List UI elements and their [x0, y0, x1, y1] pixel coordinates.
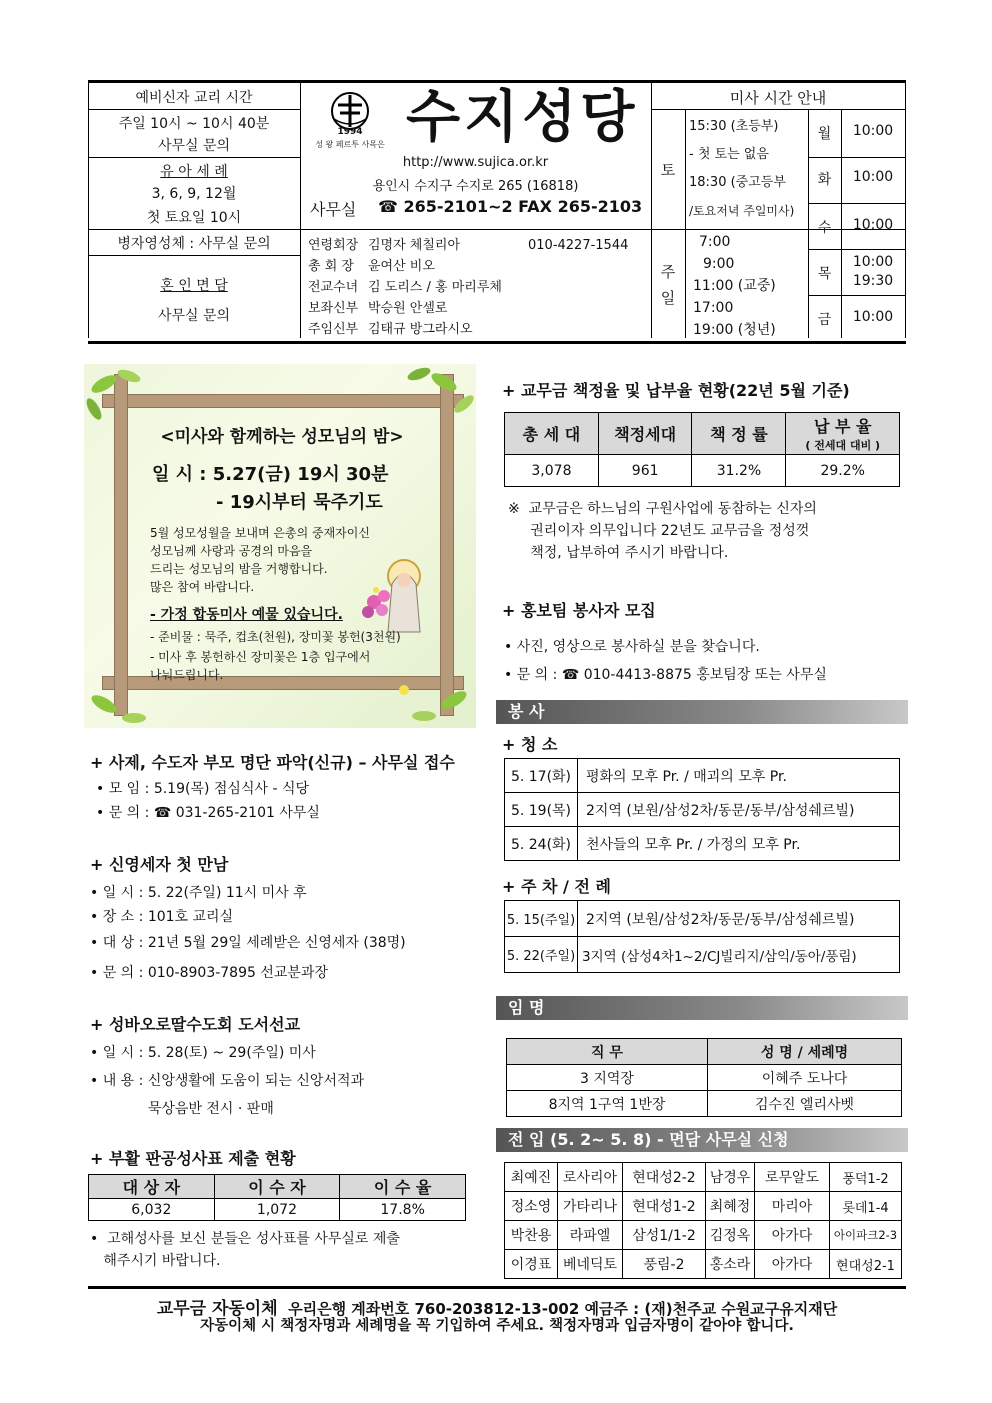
transfer-bar: 전 입 (5. 2~ 5. 8) - 면담 사무실 신청: [496, 1128, 908, 1152]
confession-value: 6,032: [89, 1199, 215, 1221]
sunday-schedule: 7:00 9:00 11:00 (교중) 17:00 19:00 (청년): [693, 234, 776, 338]
transfer-cell: 라파엘: [558, 1221, 623, 1250]
cleaning-desc: 평화의 모후 Pr. / 매괴의 모후 Pr.: [578, 759, 900, 793]
neophyte-title: + 신영세자 첫 만남: [90, 855, 229, 874]
office-phone: ☎ 265-2101~2 FAX 265-2103: [378, 197, 643, 216]
parking-desc: 2지역 (보원/삼성2차/동문/동부/삼성쉐르빌): [578, 901, 900, 937]
weekday-wed-time: 10:00: [852, 217, 894, 233]
appointment-table: [506, 1038, 902, 1117]
sunday-label: 주 일: [660, 263, 676, 307]
transfer-cell: 남경우: [706, 1163, 755, 1192]
service-bar: 봉 사: [496, 700, 908, 724]
cleaning-table: [504, 758, 900, 861]
appointment-header: 성 명 / 세례명: [708, 1039, 902, 1065]
church-name: 수지성당: [406, 85, 639, 150]
weekday-wed: 수: [817, 220, 832, 236]
transfer-cell: 아이파크2-3: [830, 1221, 902, 1250]
appointment-name: 김수진 엘리사벳: [708, 1091, 902, 1117]
staff-row: 전교수녀 김 도리스 / 홍 마리루체: [308, 280, 502, 295]
transfer-cell: 아가다: [755, 1250, 830, 1279]
mass-title: 미사 시간 안내: [729, 89, 827, 107]
confession-table: [88, 1174, 466, 1221]
weekday-fri-time: 10:00: [852, 309, 894, 325]
pauline-item: • 일 시 : 5. 28(토) ~ 29(주일) 미사: [90, 1045, 316, 1061]
catechism-title: 예비신자 교리 시간: [135, 90, 253, 106]
leaf-decoration-icon: [384, 364, 476, 424]
staff-row: 연령회장 김명자 체칠리아 010-4227-1544: [308, 238, 629, 253]
confession-value: 1,072: [214, 1199, 340, 1221]
transfer-cell: 최혜정: [706, 1192, 755, 1221]
dues-header: 납 부 율 ( 전세대 대비 ): [786, 413, 900, 455]
weekday-tue: 화: [817, 172, 832, 188]
weekday-tue-time: 10:00: [852, 169, 894, 185]
cleaning-desc: 2지역 (보원/삼성2차/동문/동부/삼성쉐르빌): [578, 793, 900, 827]
transfer-cell: 롯데1-4: [830, 1192, 902, 1221]
transfer-cell: 현대성2-2: [623, 1163, 706, 1192]
transfer-cell: 현대성2-1: [830, 1250, 902, 1279]
transfer-cell: 가타리나: [558, 1192, 623, 1221]
parking-date: 5. 15(주일): [505, 901, 578, 937]
pr-team-title: + 홍보팀 봉사자 모집: [502, 601, 656, 620]
cleaning-title: + 청 소: [502, 735, 558, 754]
confession-header: 대 상 자: [89, 1175, 215, 1199]
cleaning-date: 5. 17(화): [505, 759, 578, 793]
transfer-cell: 풍림-2: [623, 1250, 706, 1279]
pr-team-item: • 문 의 : ☎ 010-4413-8875 홍보팀장 또는 사무실: [504, 667, 827, 683]
parking-date: 5. 22(주일): [505, 937, 578, 973]
transfer-cell: 정소영: [505, 1192, 558, 1221]
leaf-decoration-icon: [84, 364, 174, 424]
footer-account: 우리은행 계좌번호 760-203812-13-002 예금주 : (재)천주교 수원교구유지재단: [288, 1300, 838, 1318]
sick-anointing: 병자영성체 : 사무실 문의: [117, 236, 271, 252]
pr-team-item: • 사진, 영상으로 봉사하실 분을 찾습니다.: [504, 639, 760, 655]
neophyte-item: • 문 의 : 010-8903-7895 선교분과장: [90, 965, 328, 981]
poster: [84, 364, 476, 728]
appointment-header: 직 무: [507, 1039, 708, 1065]
confession-note: • 고해성사를 보신 분들은 성사표를 사무실로 제출 해주시기 바랍니다.: [90, 1231, 400, 1269]
parking-table: [504, 900, 900, 973]
appointment-role: 8지역 1구역 1반장: [507, 1091, 708, 1117]
transfer-cell: 홍소라: [706, 1250, 755, 1279]
pauline-title: + 성바오로딸수도회 도서선교: [90, 1015, 301, 1034]
weekday-mon: 월: [817, 126, 832, 142]
staff-row: 총 회 장 윤여산 비오: [308, 259, 435, 274]
poster-family-mass: - 가정 합동미사 예물 있습니다.: [150, 607, 343, 623]
confession-title: + 부활 판공성사표 제출 현황: [90, 1149, 296, 1168]
transfer-table: [504, 1162, 902, 1279]
appointment-name: 이혜주 도나다: [708, 1065, 902, 1091]
transfer-cell: 풍덕1-2: [830, 1163, 902, 1192]
neophyte-item: • 일 시 : 5. 22(주일) 11시 미사 후: [90, 885, 307, 901]
neophyte-item: • 장 소 : 101호 교리실: [90, 909, 234, 925]
dues-header: 총 세 대: [505, 413, 599, 455]
dues-header: 책 정 률: [692, 413, 786, 455]
infant-baptism-title: 유 아 세 례: [160, 164, 228, 180]
dues-header: 책정세대: [598, 413, 692, 455]
catechism-inquiry: 사무실 문의: [157, 138, 231, 154]
logo-year: 1994: [337, 127, 363, 137]
parking-title: + 주 차 / 전 례: [502, 877, 611, 896]
dues-value: 29.2%: [786, 455, 900, 487]
staff-row: 주임신부 김태규 방그라시오: [308, 322, 473, 337]
marriage-inquiry: 사무실 문의: [157, 308, 231, 324]
footer-rule: [88, 1286, 906, 1289]
parents-item: • 모 임 : 5.19(목) 점심식사 - 식당: [96, 781, 309, 797]
transfer-cell: 마리아: [755, 1192, 830, 1221]
appointment-role: 3 지역장: [507, 1065, 708, 1091]
church-address: 용인시 수지구 수지로 265 (16818): [372, 179, 579, 194]
transfer-cell: 최예진: [505, 1163, 558, 1192]
dues-table: [504, 412, 900, 487]
logo-caption: 성 왕 페르투 사목은: [315, 140, 385, 149]
dues-value: 961: [598, 455, 692, 487]
header-block: [88, 80, 906, 344]
confession-header: 이 수 자: [214, 1175, 340, 1199]
neophyte-item: • 대 상 : 21년 5월 29일 세례받은 신영세자 (38명): [90, 935, 406, 951]
marriage-title: 혼 인 면 담: [160, 278, 228, 294]
transfer-cell: 베네딕토: [558, 1250, 623, 1279]
parents-title: + 사제, 수도자 부모 명단 파악(신규) – 사무실 접수: [90, 753, 455, 772]
weekday-fri: 금: [817, 312, 832, 328]
saturday-label: 토: [660, 161, 676, 179]
footer-line2: 자동이체 시 책정자명과 세례명을 꼭 기입하여 주세요. 책정자명과 입금자명이 같아야 합니다.: [200, 1318, 794, 1334]
dues-title: + 교무금 책정율 및 납부율 현황(22년 5월 기준): [502, 381, 850, 400]
appointment-bar: 임 명: [496, 996, 908, 1020]
parents-item: • 문 의 : ☎ 031-265-2101 사무실: [96, 805, 320, 821]
poster-prep: - 준비물 : 묵주, 컵초(천원), 장미꽃 봉헌(3천원): [150, 630, 401, 644]
website-link[interactable]: http://www.sujica.or.kr: [402, 155, 549, 170]
cleaning-desc: 천사들의 모후 Pr. / 가정의 모후 Pr.: [578, 827, 900, 861]
weekday-thu-time: 10:00 19:30: [852, 254, 894, 289]
confession-header: 이 수 율: [340, 1175, 466, 1199]
weekday-mon-time: 10:00: [852, 123, 894, 139]
transfer-cell: 김정옥: [706, 1221, 755, 1250]
cleaning-date: 5. 24(화): [505, 827, 578, 861]
footer-label: 교무금 자동이체: [156, 1299, 278, 1319]
parking-desc: 3지역 (삼성4차1~2/CJ빌리지/삼익/동아/풍림): [578, 937, 900, 973]
transfer-cell: 로무알도: [755, 1163, 830, 1192]
transfer-cell: 아가다: [755, 1221, 830, 1250]
pauline-item: • 내 용 : 신앙생활에 도움이 되는 신앙서적과: [90, 1073, 365, 1089]
pauline-item: 묵상음반 전시 · 판매: [90, 1101, 274, 1117]
confession-value: 17.8%: [340, 1199, 466, 1221]
transfer-cell: 이경표: [505, 1250, 558, 1279]
transfer-cell: 삼성1/1-2: [623, 1221, 706, 1250]
saturday-schedule: 15:30 (초등부) - 첫 토는 없음 18:30 (중고등부 /토요저녁 주일미사): [689, 119, 795, 218]
dues-note: ※ 교무금은 하느님의 구원사업에 동참하는 신자의 권리이자 의무입니다 22년도 교무금을 정성껏 책정, 납부하여 주시기 바랍니다.: [508, 501, 817, 561]
dues-value: 31.2%: [692, 455, 786, 487]
transfer-cell: 로사리아: [558, 1163, 623, 1192]
poster-date: 일 시 : 5.27(금) 19시 30분: [152, 464, 389, 485]
transfer-cell: 박찬용: [505, 1221, 558, 1250]
infant-baptism-months: 3, 6, 9, 12월: [151, 186, 237, 202]
dues-value: 3,078: [505, 455, 599, 487]
office-label: 사무실: [310, 200, 357, 219]
weekday-thu: 목: [817, 266, 832, 282]
staff-row: 보좌신부 박승원 안셀로: [308, 301, 448, 316]
poster-title: <미사와 함께하는 성모님의 밤>: [160, 427, 404, 447]
poster-body: 5월 성모성월을 보내며 은총의 중재자이신 성모님께 사랑과 공경의 마음을 드리는 성모님의 밤을 거행합니다. 많은 참여 바랍니다.: [150, 526, 370, 594]
mary-with-flowers-icon: [356, 554, 436, 634]
poster-rosary: - 19시부터 묵주기도: [216, 492, 383, 513]
leaf-decoration-icon: [384, 660, 476, 728]
catechism-time: 주일 10시 ~ 10시 40분: [118, 116, 270, 132]
poster-after: - 미사 후 봉헌하신 장미꽃은 1층 입구에서 나눠드립니다.: [150, 650, 371, 682]
staff-list: [308, 235, 648, 340]
cleaning-date: 5. 19(목): [505, 793, 578, 827]
infant-baptism-day: 첫 토요일 10시: [146, 210, 242, 226]
transfer-cell: 현대성1-2: [623, 1192, 706, 1221]
